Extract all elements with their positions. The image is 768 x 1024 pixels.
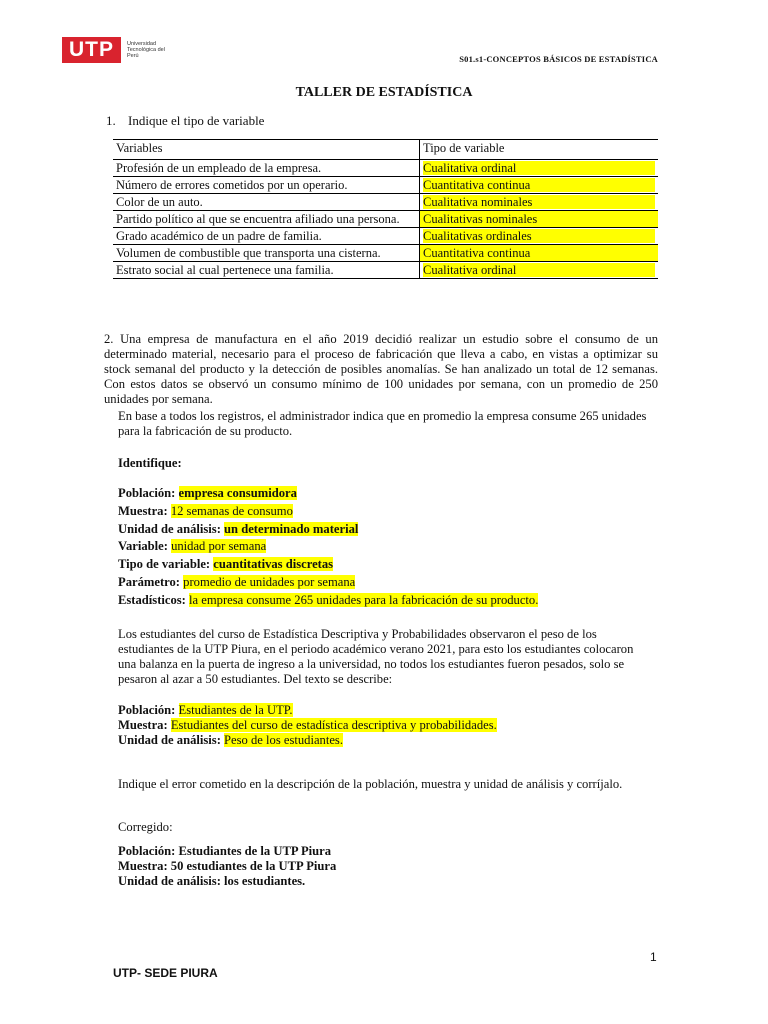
page-title: TALLER DE ESTADÍSTICA [295,85,473,100]
table-header-row [113,140,658,160]
item-answer: la empresa consume 265 unidades para la fabricación de su producto. [189,592,539,607]
item-label: Muestra: [118,718,168,732]
list-item [118,485,658,503]
list-item [118,556,658,574]
variable-cell: Partido político al que se encuentra afiliado una persona. [113,211,420,228]
corrections-list [118,844,336,889]
tipo-cell [420,245,659,262]
item-answer: Peso de los estudiantes. [224,733,343,747]
list-item [118,733,658,748]
logo-mark: UTP [62,37,121,63]
tipo-cell [420,177,659,194]
item-label: Unidad de análisis: [118,733,221,747]
description-list [118,703,658,748]
table-row [113,228,658,245]
question-text: Indique el tipo de variable [128,113,265,128]
tipo-cell [420,194,659,211]
identifique-label [118,456,182,471]
tipo-value: Cualitativa ordinal [423,263,655,277]
list-item [118,703,658,718]
item-answer: empresa consumidora [178,486,297,500]
item-answer: promedio de unidades por semana [183,574,356,589]
header-session-title: S01.s1-CONCEPTOS BÁSICOS DE ESTADÍSTICA [459,54,658,64]
tipo-value: Cuantitativa continua [423,246,655,260]
item-label: Variable: [118,539,168,554]
table-row [113,177,658,194]
item-label: Población: [118,703,176,717]
tipo-value: Cualitativas ordinales [423,229,655,243]
variable-cell: Color de un auto. [113,194,420,211]
tipo-cell [420,211,659,228]
list-item [118,503,658,521]
question-2-paragraph [104,332,658,407]
tipo-value: Cuantitativa continua [423,178,655,192]
item-answer: 12 semanas de consumo [170,503,293,518]
item-label: Población: [118,486,176,500]
list-item [118,521,658,539]
list-item: Unidad de análisis: los estudiantes. [118,874,306,888]
header-tipo: Tipo de variable [420,140,659,160]
identifique-text: Identifique: [118,456,182,470]
variable-cell: Profesión de un empleado de la empresa. [113,160,420,177]
table-row [113,262,658,279]
item-answer: unidad por semana [171,539,267,554]
item-answer: cuantitativas discretas [213,557,334,572]
corregido-label: Corregido: [118,820,173,834]
variables-table [113,139,658,279]
instruction-text: Indique el error cometido en la descripción de la población, muestra y unidad de análisis y corríjalo. [118,777,623,791]
tipo-value: Cualitativas nominales [423,212,655,226]
table-row [113,245,658,262]
variable-cell: Estrato social al cual pertenece una familia. [113,262,420,279]
table-row [113,160,658,177]
tipo-cell [420,228,659,245]
list-item: Población: Estudiantes de la UTP Piura [118,844,332,858]
list-item: Muestra: 50 estudiantes de la UTP Piura [118,859,337,873]
list-item [118,574,658,592]
header-variables: Variables [113,140,420,160]
tipo-value: Cualitativa nominales [423,195,655,209]
list-item [118,538,658,556]
item-answer: Estudiantes del curso de estadística descriptiva y probabilidades. [170,718,497,732]
question-number: 1. [106,113,116,128]
item-label: Estadísticos: [118,592,186,607]
item-answer: un determinado material [224,521,359,536]
item-label: Muestra: [118,503,168,518]
list-item [118,718,658,733]
question-1 [106,113,264,129]
tipo-value: Cualitativa ordinal [423,161,655,175]
variable-cell: Número de errores cometidos por un operario. [113,177,420,194]
question-2-paragraph-2: En base a todos los registros, el administrador indica que en promedio la empresa consume 265 unidades para la fabricación de su producto. [118,409,647,438]
question-text: Una empresa de manufactura en el año 2019 decidió realizar un estudio sobre el consumo de un determinado material, necesario para el proceso de fabricación que lleva a cabo, en vistas a optimizar su stock semanal del producto y la detección de posibles anomalías. Se han analizado un total de 12 semanas. Con estos datos se observó un consumo mínimo de 100 unidades por semana, con un promedio de 250 unidades por semana. [104,332,658,406]
utp-logo [62,37,167,63]
page-number: 1 [650,950,657,964]
item-label: Tipo de variable: [118,557,211,572]
tipo-cell [420,160,659,177]
question-number: 2. [104,332,114,346]
variable-cell: Grado académico de un padre de familia. [113,228,420,245]
table-row [113,194,658,211]
logo-subtitle: Universidad Tecnológica del Perú [127,41,165,59]
item-answer: Estudiantes de la UTP. [178,703,293,717]
tipo-cell [420,262,659,279]
identify-list [118,485,658,610]
list-item [118,592,658,610]
variable-cell: Volumen de combustible que transporta una cisterna. [113,245,420,262]
table-row [113,211,658,228]
item-label: Unidad de análisis: [118,521,221,536]
footer-campus: UTP- SEDE PIURA [113,966,218,980]
question-3-paragraph: Los estudiantes del curso de Estadística Descriptiva y Probabilidades observaron el peso de los estudiantes de la UTP Piura, en el periodo académico verano 2021, para esto los estudiantes colocaron una balanza en la puerta de ingreso a la universidad, no todos los estudiantes fueron pesados, solo se pesaron al azar a 50 estudiantes. Del texto se describe: [118,627,634,686]
item-label: Parámetro: [118,574,181,589]
